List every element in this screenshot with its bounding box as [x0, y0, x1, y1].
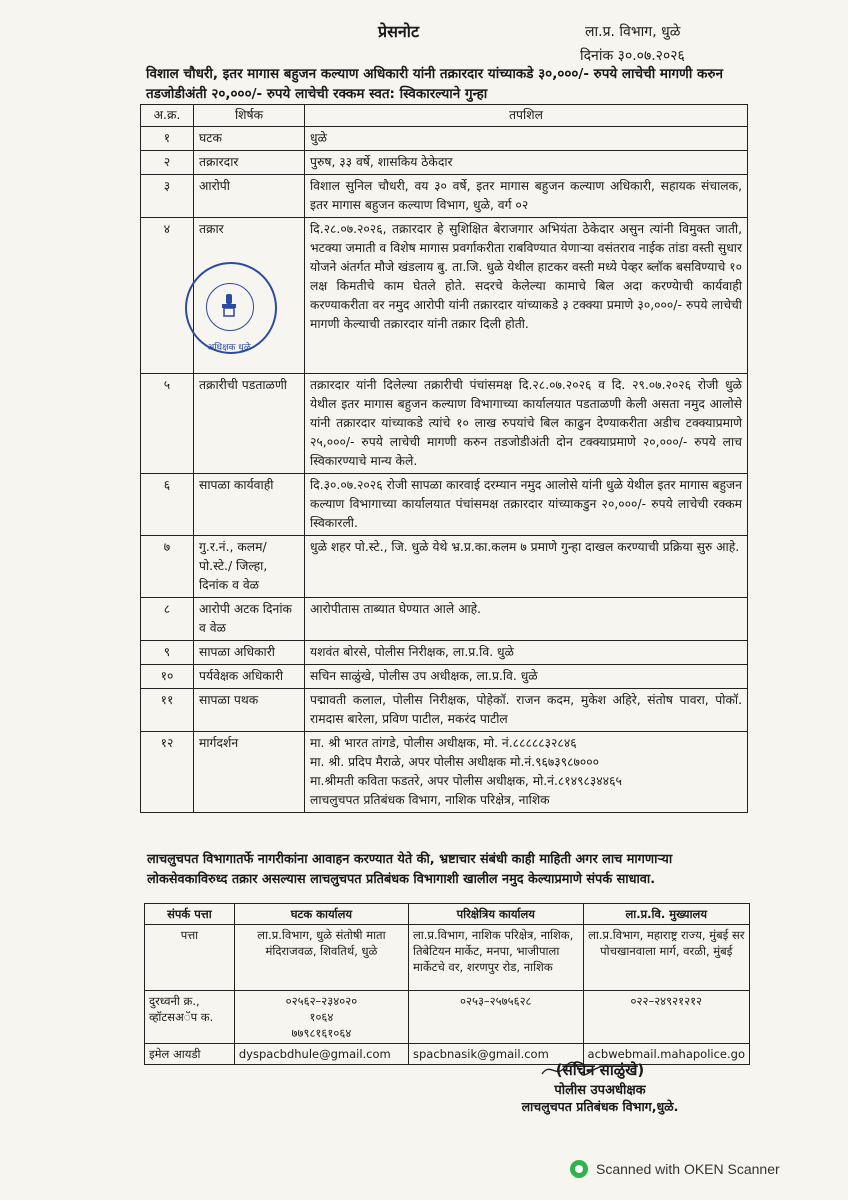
row-detail	[305, 732, 748, 813]
table-row	[141, 474, 748, 536]
guidance-line: लाचलुचपत प्रतिबंधक विभाग, नाशिक परिक्षेत्र, नाशिक	[310, 793, 550, 807]
hq-phone: ०२२–२४९२१२१२	[583, 991, 749, 1044]
table-row	[141, 175, 748, 218]
row-title: तक्रार	[194, 218, 305, 374]
table-row	[141, 374, 748, 474]
email-label: इमेल आयडी	[145, 1044, 235, 1065]
row-detail: दि.३०.०७.२०२६ रोजी सापळा कारवाई दरम्यान नमुद आलोसे यांनी धुळे येथील इतर मागास बहुजन कल्याण विभागाच्या कार्यालयात पंचांसमक्ष तक्रारदार यांच्याकडुन २०,०००/- रुपये लाचेची रक्कम स्विकारली.	[305, 474, 748, 536]
seal-text: अधिक्षक धुळे	[207, 343, 251, 353]
headline: विशाल चौधरी, इतर मागास बहुजन कल्याण अधिकारी यांनी तक्रारदार यांच्याकडे ३०,०००/- रुपये लाचेची मागणी करुन तडजोडीअंती २०,०००/- रुपये लाचेची रक्कम स्वत: स्विकारल्याने गुन्हा	[146, 66, 723, 102]
table-row	[141, 536, 748, 598]
row-serial: १२	[141, 732, 194, 813]
row-title: सापळा पथक	[194, 689, 305, 732]
row-serial: ९	[141, 641, 194, 665]
row-serial: ५	[141, 374, 194, 474]
row-title: मार्गदर्शन	[194, 732, 305, 813]
row-detail: सचिन साळुंखे, पोलीस उप अधीक्षक, ला.प्र.वि. धुळे	[305, 665, 748, 689]
press-note-title: प्रेसनोट	[378, 22, 420, 41]
address-label: पत्ता	[145, 925, 235, 991]
row-title: सापळा कार्यवाही	[194, 474, 305, 536]
phone-label: दुरध्वनी क्र., व्हॉटसअॅप क.	[145, 991, 235, 1044]
table-row	[141, 665, 748, 689]
scanner-watermark	[570, 1160, 780, 1178]
column-header-serial: अ.क्र.	[141, 105, 194, 127]
row-title: आरोपी	[194, 175, 305, 218]
office-name: ला.प्र. विभाग, धुळे	[585, 24, 681, 40]
table-row	[141, 127, 748, 151]
row-serial: ११	[141, 689, 194, 732]
guidance-line: मा.श्रीमती कविता फडतरे, अपर पोलीस अधीक्षक, मो.नं.८१४९८३४४६५	[310, 774, 622, 788]
guidance-line: मा. श्री भारत तांगडे, पोलीस अधीक्षक, मो. नं.८८८८८३२८४६	[310, 736, 577, 750]
unit-phone-line: ०२५६२–२३४०२०	[285, 994, 358, 1008]
press-note-date: दिनांक ३०.०७.२०२६	[580, 48, 685, 64]
row-serial: ८	[141, 598, 194, 641]
row-detail: दि.२८.०७.२०२६, तक्रारदार हे सुशिक्षित बेराजगार अभियंता ठेकेदार असुन त्यांनी विमुक्त जाती, भटक्या जमाती व विशेष मागास प्रवर्गाकरीता राबविण्यात येणाऱ्या वसंतराव नाईक तांडा वस्ती सुधार योजने अंतर्गत मौजे खंडलाय बु. ता.जि. धुळे येथील हाटकर वस्ती मध्ये पेव्हर ब्लॉक बसविण्याचे १० लक्ष किमतीचे काम घेतले होते. सदरचे केलेल्या कामाचे बिल अदा करण्येाची कार्यवाही करण्याकरीता वर नमुद आरोपी यांनी तक्रारदार यांच्याकडे ३ टक्क्या प्रमाणे ३०,०००/- रुपये लाचेची मागणी केल्याची तक्रारदार यांनी तक्रार दिली होती.	[305, 218, 748, 374]
row-detail: आरोपीतास ताब्यात घेण्यात आले आहे.	[305, 598, 748, 641]
table-row	[141, 689, 748, 732]
unit-phone	[234, 991, 408, 1044]
row-detail: यशवंत बोरसे, पोलीस निरीक्षक, ला.प्र.वि. धुळे	[305, 641, 748, 665]
row-detail: पद्मावती कलाल, पोलीस निरीक्षक, पोहेकॉ. राजन कदम, मुकेश अहिरे, संतोष पावरा, पोकॉ. रामदास बारेला, प्रविण पाटील, मकरंद पाटील	[305, 689, 748, 732]
range-phone: ०२५३–२५७५६२८	[408, 991, 583, 1044]
column-header-title: शिर्षक	[194, 105, 305, 127]
signature-block	[470, 1060, 730, 1115]
public-appeal: लाचलुचपत विभागातर्फे नागरीकांना आवाहन करण्यात येते की, भ्रष्टाचार संबंधी काही माहिती अगर लाच मागणाऱ्या लोकसेवकाविरुध्द तक्रार असल्यास लाचलुचपत प्रतिबंधक विभागाशी खालील नमुद केल्याप्रमाणे संपर्क साधावा.	[147, 852, 673, 887]
unit-email: dyspacbdhule@gmail.com	[234, 1044, 408, 1065]
unit-address: ला.प्र.विभाग, धुळे संतोषी माता मंदिराजवळ, शिवतिर्थ, धुळे	[234, 925, 408, 991]
hq-address: ला.प्र.विभाग, महाराष्ट्र राज्य, मुंबई सर पोचखानवाला मार्ग, वरळी, मुंबई	[583, 925, 749, 991]
contact-header-hq: ला.प्र.वि. मुख्यालय	[583, 904, 749, 925]
unit-phone-line: १०६४	[309, 1010, 334, 1024]
signatory-name: (सचिन साळुंखे)	[555, 1061, 645, 1079]
row-detail: पुरुष, ३३ वर्षे, शासकिय ठेकेदार	[305, 151, 748, 175]
row-serial: २	[141, 151, 194, 175]
table-row	[141, 641, 748, 665]
signatory-department: लाचलुचपत प्रतिबंधक विभाग,धुळे.	[521, 1099, 679, 1114]
contact-header-row	[145, 904, 750, 925]
row-title: घटक	[194, 127, 305, 151]
row-title: सापळा अधिकारी	[194, 641, 305, 665]
table-row	[141, 598, 748, 641]
contact-row-address	[145, 925, 750, 991]
guidance-line: मा. श्री. प्रदिप मैराळे, अपर पोलीस अधीक्षक मो.नं.९६७३९८७०००	[310, 755, 600, 769]
contact-row-phone	[145, 991, 750, 1044]
table-header-row	[141, 105, 748, 127]
contact-header-range: परिक्षेत्रिय कार्यालय	[408, 904, 583, 925]
row-title: पर्यवेक्षक अधिकारी	[194, 665, 305, 689]
row-title: तक्रारदार	[194, 151, 305, 175]
table-row	[141, 732, 748, 813]
contact-header-unit: घटक कार्यालय	[234, 904, 408, 925]
contact-table	[144, 903, 750, 1065]
row-serial: १	[141, 127, 194, 151]
national-emblem-icon	[219, 292, 239, 320]
column-header-detail: तपशिल	[305, 105, 748, 127]
range-address: ला.प्र.विभाग, नाशिक परिक्षेत्र, नाशिक, तिबेटियन मार्केट, मनपा, भाजीपाला मार्केटचे वर, शरणपुर रोड, नाशिक	[408, 925, 583, 991]
case-details-table	[140, 104, 748, 813]
row-detail: विशाल सुनिल चौधरी, वय ३० वर्षे, इतर मागास बहुजन कल्याण अधिकारी, सहायक संचालक, इतर मागास बहुजन कल्याण विभाग, धुळे, वर्ग ०२	[305, 175, 748, 218]
row-serial: ३	[141, 175, 194, 218]
row-serial: ६	[141, 474, 194, 536]
table-row	[141, 151, 748, 175]
row-title: आरोपी अटक दिनांक व वेळ	[194, 598, 305, 641]
hq-email: acbwebmail.mahapolice.go	[583, 1044, 749, 1065]
row-title: गु.र.नं., कलम/ पो.स्टे./ जिल्हा, दिनांक व वेळ	[194, 536, 305, 598]
range-email: spacbnasik@gmail.com	[408, 1044, 583, 1065]
row-detail: धुळे	[305, 127, 748, 151]
contact-header-label: संपर्क पत्ता	[145, 904, 235, 925]
row-serial: ४	[141, 218, 194, 374]
signatory-role: पोलीस उपअधीक्षक	[554, 1083, 646, 1098]
row-detail: तक्रारदार यांनी दिलेल्या तक्रारीची पंचांसमक्ष दि.२८.०७.२०२६ व दि. २९.०७.२०२६ रोजी धुळे येथील इतर मागास बहुजन कल्याण विभागाच्या कार्यालयात पडताळणी केली असता नमुद आलोसे यांनी तक्रारदार यांच्याकडे त्यांचे १० लाख रुपयांचे बिल काढुन देण्याकरीता अडीच टक्क्याप्रमाणे २५,०००/- रुपये लाचेची मागणी करुन तडजोडीअंती दोन टक्क्याप्रमाणे २०,०००/- रुपये लाच स्विकारण्याचे मान्य केले.	[305, 374, 748, 474]
row-title: तक्रारीची पडताळणी	[194, 374, 305, 474]
oken-scanner-logo-icon	[570, 1160, 588, 1178]
row-detail: धुळे शहर पो.स्टे., जि. धुळे येथे भ्र.प्र.का.कलम ७ प्रमाणे गुन्हा दाखल करण्याची प्रक्रिया सुरु आहे.	[305, 536, 748, 598]
row-serial: १०	[141, 665, 194, 689]
scanner-text: Scanned with OKEN Scanner	[596, 1161, 780, 1177]
unit-phone-line: ७७९८१६१०६४	[291, 1026, 352, 1040]
row-serial: ७	[141, 536, 194, 598]
